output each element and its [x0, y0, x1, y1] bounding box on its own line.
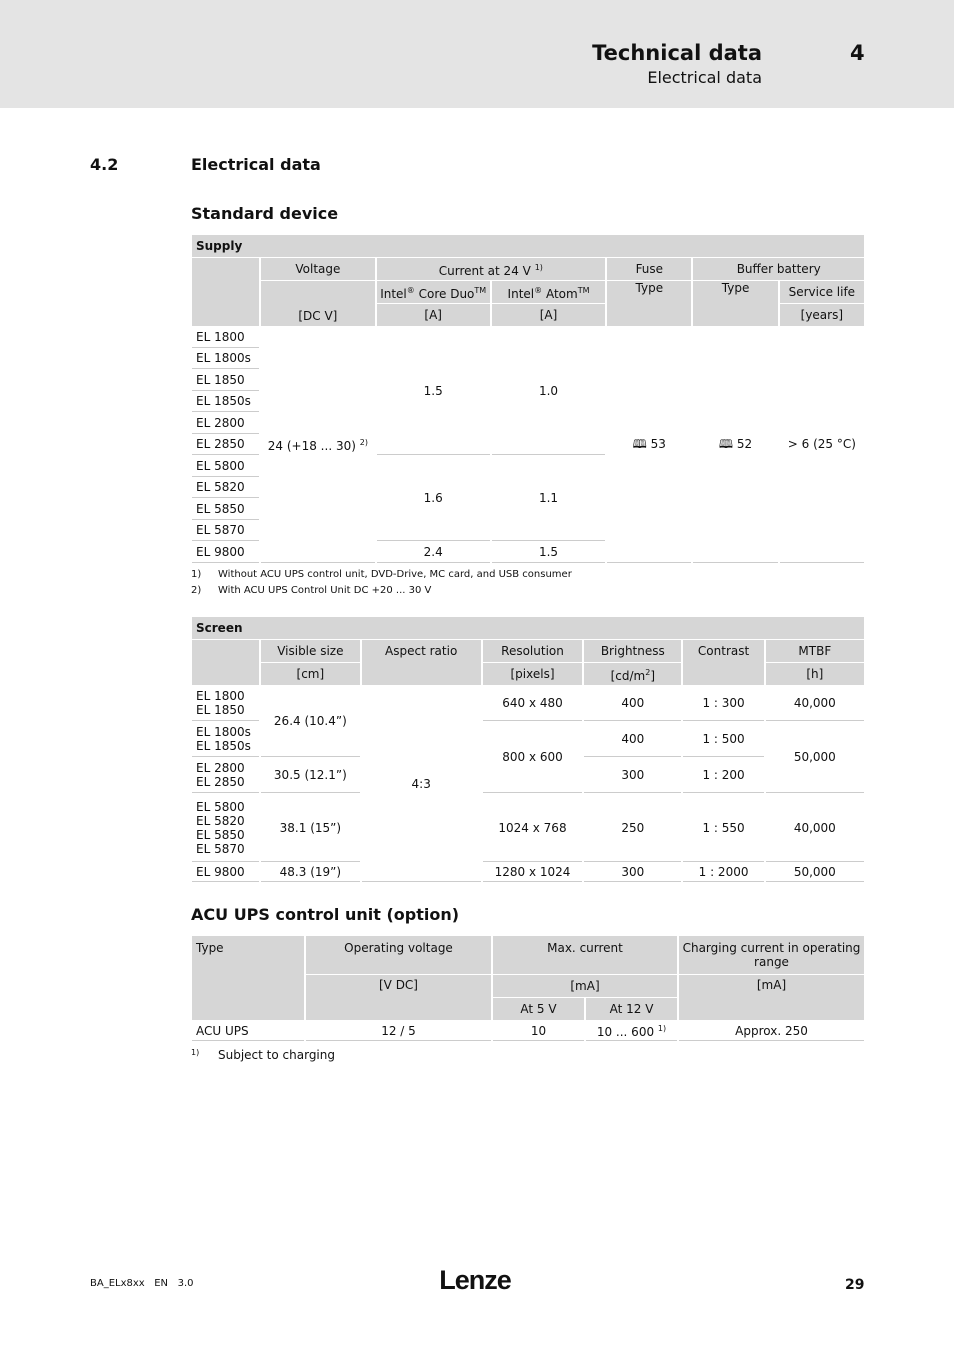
mtbf-value: 40,000	[766, 686, 864, 721]
contrast-value: 1 : 500	[683, 722, 763, 757]
device-cell: EL 5800	[192, 456, 259, 477]
brightness-value: 400	[584, 722, 681, 757]
page-header	[0, 0, 954, 108]
device-cell: EL 1800	[192, 327, 259, 348]
service-life-header: Service life	[780, 281, 864, 303]
lenze-logo	[435, 1263, 515, 1295]
service-life-unit: [years]	[780, 304, 864, 326]
device-cell: EL 1850s	[192, 392, 259, 413]
device-cell: EL 2850	[192, 435, 259, 456]
brightness-value: 300	[584, 863, 681, 882]
current-atom-value: 1.0	[492, 327, 605, 455]
acu-current-unit: [mA]	[493, 975, 677, 997]
resolution-value: 800 x 600	[483, 722, 582, 793]
device-cell: EL 9800	[192, 542, 259, 563]
footer-document-id: BA_ELx8xx EN 3.0	[90, 1278, 194, 1289]
device-cell: EL 5850	[192, 499, 259, 520]
resolution-unit: [pixels]	[483, 663, 582, 685]
footnote: 2) With ACU UPS Control Unit DC +20 ... 30 V	[191, 585, 432, 596]
contrast-header: Contrast	[683, 640, 763, 685]
resolution-value: 640 x 480	[483, 686, 582, 721]
brightness-value: 300	[584, 758, 681, 793]
brightness-value: 250	[584, 794, 681, 862]
acu-voltage-unit: [V DC]	[306, 975, 491, 1020]
contrast-value: 1 : 300	[683, 686, 763, 721]
current-atom-value: 1.5	[492, 542, 605, 563]
screen-caption: Screen	[192, 617, 864, 639]
device-header-empty	[192, 640, 259, 685]
battery-header: Buffer battery	[693, 258, 864, 280]
voltage-value: 24 (+18 ... 30) $^{2)}$	[261, 327, 374, 563]
visible-size-value: 48.3 (19”)	[261, 863, 359, 882]
fuse-type-header: Type	[607, 281, 691, 326]
resolution-value: 1024 x 768	[483, 794, 582, 862]
device-cell: EL 5870	[192, 521, 259, 542]
atom-unit: [A]	[492, 304, 605, 326]
device-cell: EL 1800s	[192, 349, 259, 370]
device-cell: EL 9800	[192, 863, 259, 882]
section-number: 4.2	[90, 155, 119, 174]
atom-header: Intel® Atom™	[492, 281, 605, 303]
standard-device-heading: Standard device	[191, 204, 339, 223]
contrast-value: 1 : 200	[683, 758, 763, 793]
header-subtitle: Electrical data	[647, 68, 762, 87]
core-duo-unit: [A]	[377, 304, 490, 326]
current-core-duo-value: 1.6	[377, 456, 490, 541]
device-cell: EL 1850	[192, 370, 259, 391]
svg-text:Lenze: Lenze	[439, 1265, 511, 1295]
aspect-ratio-header: Aspect ratio	[362, 640, 481, 685]
current-core-duo-value: 2.4	[377, 542, 490, 563]
visible-size-value: 26.4 (10.4”)	[261, 686, 359, 757]
acu-current-header: Max. current	[493, 936, 677, 974]
acu-voltage-header: Operating voltage	[306, 936, 491, 974]
brightness-unit: $[cd/m^2]$	[584, 663, 681, 685]
contrast-value: 1 : 550	[683, 794, 763, 862]
core-duo-header: Intel® Core Duo™	[377, 281, 490, 303]
visible-size-header: Visible size	[261, 640, 359, 662]
visible-size-value: 30.5 (12.1”)	[261, 758, 359, 793]
book-icon: 🕮	[632, 437, 647, 452]
acu-voltage-value: 12 / 5	[306, 1021, 491, 1041]
current-core-duo-value: 1.5	[377, 327, 490, 455]
supply-caption: Supply	[192, 235, 864, 257]
battery-reference: 🕮 52	[693, 327, 777, 563]
fuse-reference: 🕮 53	[607, 327, 691, 563]
mtbf-unit: [h]	[766, 663, 864, 685]
mtbf-value: 50,000	[766, 863, 864, 882]
acu-type-header: Type	[192, 936, 304, 1020]
mtbf-value: 50,000	[766, 722, 864, 793]
acu-charge-unit: [mA]	[679, 975, 864, 1020]
voltage-header: Voltage	[261, 258, 374, 280]
device-cell: EL 2800	[192, 413, 259, 434]
aspect-ratio-value: 4:3	[362, 686, 481, 882]
brightness-header: Brightness	[584, 640, 681, 662]
battery-type-header: Type	[693, 281, 777, 326]
current-header: Current at 24 V $^{1)}$	[377, 258, 606, 280]
visible-size-value: 38.1 (15”)	[261, 794, 359, 862]
acu-ups-table	[190, 935, 866, 1042]
current-atom-value: 1.1	[492, 456, 605, 541]
device-cell: EL 1800 EL 1850	[192, 686, 259, 721]
acu-at12-value: 10 ... 600 $^{1)}$	[586, 1021, 677, 1041]
device-header-empty	[192, 258, 259, 326]
footnote: 1) Subject to charging	[191, 1048, 335, 1062]
acu-at5-header: At 5 V	[493, 998, 584, 1020]
voltage-unit: [DC V]	[261, 281, 374, 326]
brightness-value: 400	[584, 686, 681, 721]
resolution-value: 1280 x 1024	[483, 863, 582, 882]
device-cell: EL 1800s EL 1850s	[192, 722, 259, 757]
fuse-header: Fuse	[607, 258, 691, 280]
acu-type-value: ACU UPS	[192, 1021, 304, 1041]
visible-size-unit: [cm]	[261, 663, 359, 685]
header-title: Technical data	[592, 41, 762, 65]
acu-at5-value: 10	[493, 1021, 584, 1041]
supply-table	[190, 234, 866, 564]
footnote: 1) Without ACU UPS control unit, DVD-Drive, MC card, and USB consumer	[191, 569, 572, 580]
device-cell: EL 5820	[192, 478, 259, 499]
section-title: Electrical data	[191, 155, 321, 174]
acu-charge-header: Charging current in operating range	[679, 936, 864, 974]
service-life-value: > 6 (25 °C)	[780, 327, 864, 563]
acu-charge-value: Approx. 250	[679, 1021, 864, 1041]
resolution-header: Resolution	[483, 640, 582, 662]
page-number: 29	[845, 1277, 865, 1293]
acu-at12-header: At 12 V	[586, 998, 677, 1020]
mtbf-value: 40,000	[766, 794, 864, 862]
mtbf-header: MTBF	[766, 640, 864, 662]
acu-ups-heading: ACU UPS control unit (option)	[191, 905, 460, 924]
contrast-value: 1 : 2000	[683, 863, 763, 882]
device-cell: EL 5800 EL 5820 EL 5850 EL 5870	[192, 794, 259, 862]
device-cell: EL 2800 EL 2850	[192, 758, 259, 793]
screen-table	[190, 616, 866, 883]
header-chapter-number: 4	[850, 41, 865, 65]
book-icon: 🕮	[718, 437, 734, 452]
